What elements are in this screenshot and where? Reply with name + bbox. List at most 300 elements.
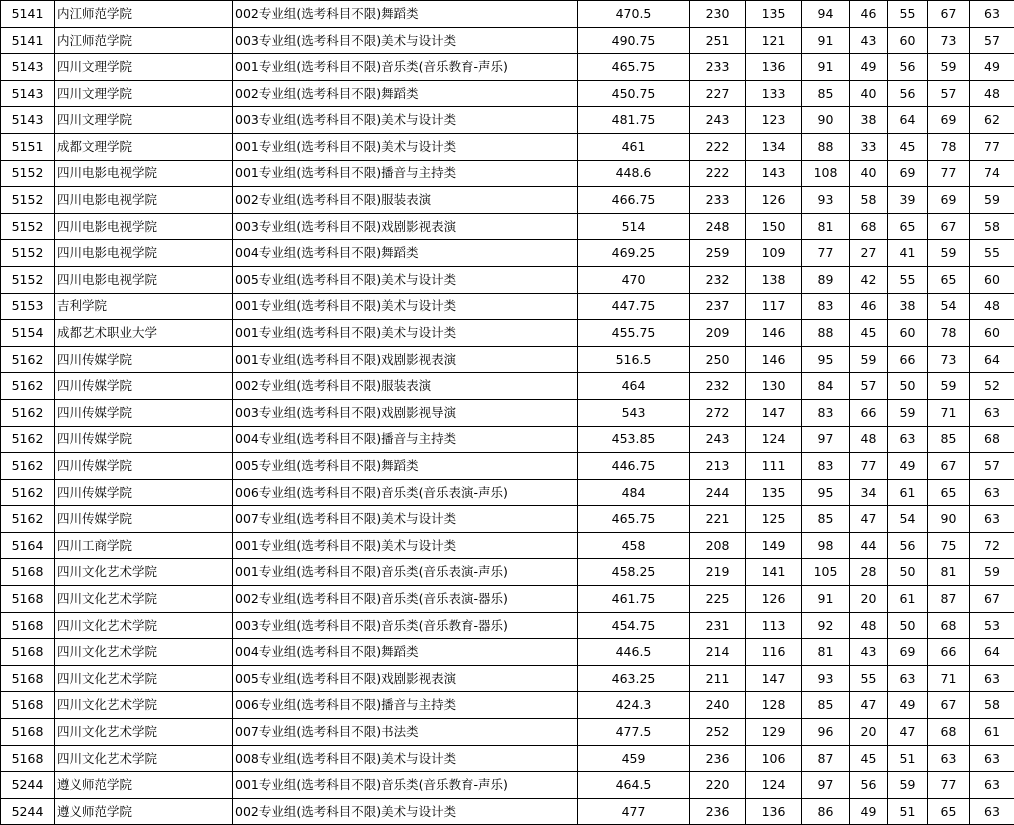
cell-value-4: 48	[850, 612, 888, 639]
cell-institution-name: 四川电影电视学院	[55, 266, 233, 293]
cell-institution-name: 四川文理学院	[55, 80, 233, 107]
cell-total-score: 447.75	[578, 293, 690, 320]
cell-total-score: 465.75	[578, 506, 690, 533]
cell-value-3: 89	[802, 266, 850, 293]
cell-value-3: 88	[802, 133, 850, 160]
cell-value-3: 81	[802, 639, 850, 666]
cell-value-5: 47	[888, 719, 928, 746]
cell-major-group: 002专业组(选考科目不限)舞蹈类	[233, 1, 578, 28]
cell-institution-name: 四川传媒学院	[55, 399, 233, 426]
cell-value-3: 91	[802, 586, 850, 613]
cell-value-4: 49	[850, 54, 888, 81]
cell-value-6: 67	[928, 1, 970, 28]
cell-institution-name: 四川电影电视学院	[55, 187, 233, 214]
cell-institution-name: 四川传媒学院	[55, 506, 233, 533]
cell-institution-code: 5153	[1, 293, 55, 320]
cell-value-6: 65	[928, 479, 970, 506]
cell-value-4: 58	[850, 187, 888, 214]
cell-value-4: 38	[850, 107, 888, 134]
cell-value-7: 72	[970, 532, 1014, 559]
cell-value-5: 59	[888, 772, 928, 799]
cell-value-4: 45	[850, 745, 888, 772]
table-row	[1, 798, 1014, 825]
cell-institution-name: 四川文化艺术学院	[55, 692, 233, 719]
cell-total-score: 453.85	[578, 426, 690, 453]
cell-major-group: 001专业组(选考科目不限)音乐类(音乐教育-声乐)	[233, 772, 578, 799]
cell-value-2: 111	[746, 453, 802, 480]
cell-value-1: 222	[690, 160, 746, 187]
cell-institution-code: 5168	[1, 586, 55, 613]
cell-value-7: 58	[970, 692, 1014, 719]
cell-value-6: 63	[928, 745, 970, 772]
cell-institution-code: 5152	[1, 240, 55, 267]
cell-total-score: 424.3	[578, 692, 690, 719]
table-row	[1, 54, 1014, 81]
cell-major-group: 003专业组(选考科目不限)美术与设计类	[233, 107, 578, 134]
cell-value-2: 143	[746, 160, 802, 187]
cell-institution-code: 5162	[1, 346, 55, 373]
cell-total-score: 481.75	[578, 107, 690, 134]
cell-value-2: 135	[746, 479, 802, 506]
cell-value-1: 213	[690, 453, 746, 480]
cell-institution-code: 5154	[1, 320, 55, 347]
table-row	[1, 240, 1014, 267]
cell-total-score: 470.5	[578, 1, 690, 28]
cell-value-3: 97	[802, 772, 850, 799]
cell-value-7: 64	[970, 346, 1014, 373]
cell-major-group: 004专业组(选考科目不限)播音与主持类	[233, 426, 578, 453]
cell-value-7: 59	[970, 187, 1014, 214]
table-row	[1, 559, 1014, 586]
cell-value-4: 34	[850, 479, 888, 506]
cell-value-1: 236	[690, 798, 746, 825]
cell-major-group: 004专业组(选考科目不限)舞蹈类	[233, 240, 578, 267]
cell-major-group: 002专业组(选考科目不限)美术与设计类	[233, 798, 578, 825]
cell-value-2: 121	[746, 27, 802, 54]
cell-value-5: 51	[888, 798, 928, 825]
cell-institution-code: 5168	[1, 665, 55, 692]
cell-value-5: 55	[888, 1, 928, 28]
cell-value-7: 57	[970, 453, 1014, 480]
cell-value-1: 243	[690, 107, 746, 134]
cell-value-1: 221	[690, 506, 746, 533]
table-row	[1, 506, 1014, 533]
cell-value-4: 43	[850, 27, 888, 54]
cell-value-2: 126	[746, 586, 802, 613]
cell-total-score: 470	[578, 266, 690, 293]
cell-value-7: 62	[970, 107, 1014, 134]
cell-value-6: 65	[928, 266, 970, 293]
cell-value-2: 124	[746, 426, 802, 453]
cell-value-1: 237	[690, 293, 746, 320]
cell-value-5: 61	[888, 586, 928, 613]
cell-value-1: 219	[690, 559, 746, 586]
cell-value-7: 55	[970, 240, 1014, 267]
cell-value-4: 27	[850, 240, 888, 267]
cell-value-7: 63	[970, 399, 1014, 426]
cell-total-score: 448.6	[578, 160, 690, 187]
cell-institution-name: 四川工商学院	[55, 532, 233, 559]
cell-value-7: 67	[970, 586, 1014, 613]
cell-institution-code: 5152	[1, 266, 55, 293]
cell-value-5: 63	[888, 665, 928, 692]
cell-value-7: 64	[970, 639, 1014, 666]
cell-value-5: 63	[888, 426, 928, 453]
cell-value-3: 94	[802, 1, 850, 28]
cell-total-score: 461.75	[578, 586, 690, 613]
cell-value-6: 87	[928, 586, 970, 613]
table-row	[1, 399, 1014, 426]
cell-value-1: 233	[690, 187, 746, 214]
cell-value-7: 48	[970, 80, 1014, 107]
cell-institution-name: 四川电影电视学院	[55, 213, 233, 240]
table-row	[1, 107, 1014, 134]
cell-value-6: 54	[928, 293, 970, 320]
cell-value-7: 58	[970, 213, 1014, 240]
cell-institution-name: 四川电影电视学院	[55, 240, 233, 267]
cell-value-2: 124	[746, 772, 802, 799]
cell-value-6: 69	[928, 187, 970, 214]
cell-value-6: 90	[928, 506, 970, 533]
cell-value-4: 59	[850, 346, 888, 373]
cell-value-6: 57	[928, 80, 970, 107]
cell-value-6: 67	[928, 213, 970, 240]
cell-value-1: 232	[690, 266, 746, 293]
cell-value-1: 227	[690, 80, 746, 107]
cell-value-3: 83	[802, 453, 850, 480]
table-row	[1, 160, 1014, 187]
cell-institution-name: 内江师范学院	[55, 27, 233, 54]
cell-value-7: 68	[970, 426, 1014, 453]
cell-major-group: 005专业组(选考科目不限)戏剧影视表演	[233, 665, 578, 692]
cell-value-6: 71	[928, 399, 970, 426]
cell-total-score: 455.75	[578, 320, 690, 347]
cell-institution-name: 成都文理学院	[55, 133, 233, 160]
cell-value-4: 45	[850, 320, 888, 347]
cell-value-3: 85	[802, 506, 850, 533]
cell-major-group: 003专业组(选考科目不限)戏剧影视导演	[233, 399, 578, 426]
cell-major-group: 007专业组(选考科目不限)美术与设计类	[233, 506, 578, 533]
table-row	[1, 586, 1014, 613]
cell-institution-code: 5152	[1, 187, 55, 214]
cell-value-1: 232	[690, 373, 746, 400]
cell-value-7: 74	[970, 160, 1014, 187]
cell-value-1: 233	[690, 54, 746, 81]
cell-major-group: 006专业组(选考科目不限)播音与主持类	[233, 692, 578, 719]
cell-value-4: 42	[850, 266, 888, 293]
cell-value-3: 93	[802, 187, 850, 214]
cell-value-7: 60	[970, 320, 1014, 347]
cell-value-5: 38	[888, 293, 928, 320]
cell-value-2: 109	[746, 240, 802, 267]
table-row	[1, 745, 1014, 772]
cell-value-4: 68	[850, 213, 888, 240]
cell-institution-name: 四川传媒学院	[55, 373, 233, 400]
cell-value-2: 133	[746, 80, 802, 107]
cell-value-6: 85	[928, 426, 970, 453]
cell-value-6: 75	[928, 532, 970, 559]
cell-major-group: 004专业组(选考科目不限)舞蹈类	[233, 639, 578, 666]
table-row	[1, 772, 1014, 799]
cell-institution-code: 5162	[1, 453, 55, 480]
cell-value-5: 64	[888, 107, 928, 134]
cell-major-group: 005专业组(选考科目不限)美术与设计类	[233, 266, 578, 293]
cell-value-1: 248	[690, 213, 746, 240]
cell-value-2: 125	[746, 506, 802, 533]
cell-value-2: 141	[746, 559, 802, 586]
cell-value-2: 134	[746, 133, 802, 160]
cell-institution-code: 5162	[1, 479, 55, 506]
cell-value-3: 105	[802, 559, 850, 586]
cell-value-5: 66	[888, 346, 928, 373]
cell-institution-name: 四川文理学院	[55, 54, 233, 81]
cell-total-score: 450.75	[578, 80, 690, 107]
cell-value-3: 85	[802, 692, 850, 719]
cell-institution-name: 四川文化艺术学院	[55, 665, 233, 692]
cell-value-4: 28	[850, 559, 888, 586]
cell-value-2: 150	[746, 213, 802, 240]
cell-value-5: 65	[888, 213, 928, 240]
table-row	[1, 1, 1014, 28]
cell-value-3: 95	[802, 479, 850, 506]
cell-value-7: 77	[970, 133, 1014, 160]
table-row	[1, 293, 1014, 320]
cell-value-6: 66	[928, 639, 970, 666]
cell-value-7: 63	[970, 665, 1014, 692]
cell-value-5: 50	[888, 559, 928, 586]
cell-value-4: 55	[850, 665, 888, 692]
cell-value-6: 73	[928, 27, 970, 54]
cell-value-5: 49	[888, 453, 928, 480]
cell-value-4: 77	[850, 453, 888, 480]
cell-value-5: 60	[888, 27, 928, 54]
cell-institution-name: 四川文理学院	[55, 107, 233, 134]
cell-value-2: 147	[746, 399, 802, 426]
table-row	[1, 346, 1014, 373]
cell-major-group: 003专业组(选考科目不限)戏剧影视表演	[233, 213, 578, 240]
cell-total-score: 446.5	[578, 639, 690, 666]
cell-institution-name: 内江师范学院	[55, 1, 233, 28]
cell-institution-code: 5168	[1, 559, 55, 586]
cell-major-group: 002专业组(选考科目不限)舞蹈类	[233, 80, 578, 107]
table-row	[1, 133, 1014, 160]
cell-value-4: 49	[850, 798, 888, 825]
cell-value-4: 46	[850, 1, 888, 28]
cell-value-4: 33	[850, 133, 888, 160]
cell-value-6: 59	[928, 54, 970, 81]
cell-institution-name: 吉利学院	[55, 293, 233, 320]
cell-value-1: 214	[690, 639, 746, 666]
cell-value-1: 211	[690, 665, 746, 692]
cell-value-7: 48	[970, 293, 1014, 320]
cell-value-5: 59	[888, 399, 928, 426]
cell-value-5: 69	[888, 639, 928, 666]
cell-major-group: 002专业组(选考科目不限)音乐类(音乐表演-器乐)	[233, 586, 578, 613]
cell-value-6: 71	[928, 665, 970, 692]
cell-value-7: 63	[970, 479, 1014, 506]
cell-major-group: 002专业组(选考科目不限)服装表演	[233, 373, 578, 400]
cell-value-1: 250	[690, 346, 746, 373]
table-row	[1, 692, 1014, 719]
cell-total-score: 516.5	[578, 346, 690, 373]
cell-value-3: 92	[802, 612, 850, 639]
cell-institution-code: 5244	[1, 798, 55, 825]
cell-institution-code: 5168	[1, 639, 55, 666]
cell-value-3: 81	[802, 213, 850, 240]
cell-value-7: 63	[970, 506, 1014, 533]
cell-major-group: 001专业组(选考科目不限)美术与设计类	[233, 532, 578, 559]
cell-value-3: 95	[802, 346, 850, 373]
table-body	[1, 1, 1014, 825]
cell-institution-name: 四川文化艺术学院	[55, 612, 233, 639]
cell-value-5: 56	[888, 532, 928, 559]
cell-total-score: 458.25	[578, 559, 690, 586]
table-row	[1, 213, 1014, 240]
cell-total-score: 465.75	[578, 54, 690, 81]
cell-value-7: 60	[970, 266, 1014, 293]
cell-value-4: 56	[850, 772, 888, 799]
cell-value-7: 63	[970, 772, 1014, 799]
cell-value-3: 96	[802, 719, 850, 746]
cell-total-score: 469.25	[578, 240, 690, 267]
cell-value-3: 91	[802, 27, 850, 54]
cell-value-3: 88	[802, 320, 850, 347]
table-row	[1, 426, 1014, 453]
cell-major-group: 007专业组(选考科目不限)书法类	[233, 719, 578, 746]
cell-value-5: 50	[888, 373, 928, 400]
cell-value-1: 244	[690, 479, 746, 506]
cell-value-1: 220	[690, 772, 746, 799]
cell-value-7: 63	[970, 745, 1014, 772]
cell-institution-name: 成都艺术职业大学	[55, 320, 233, 347]
cell-value-3: 83	[802, 399, 850, 426]
cell-institution-code: 5162	[1, 373, 55, 400]
cell-institution-code: 5141	[1, 1, 55, 28]
cell-value-6: 67	[928, 692, 970, 719]
cell-value-2: 130	[746, 373, 802, 400]
cell-value-3: 98	[802, 532, 850, 559]
table-row	[1, 27, 1014, 54]
cell-value-2: 135	[746, 1, 802, 28]
cell-value-1: 252	[690, 719, 746, 746]
cell-value-2: 147	[746, 665, 802, 692]
table-row	[1, 479, 1014, 506]
cell-value-3: 93	[802, 665, 850, 692]
cell-major-group: 008专业组(选考科目不限)美术与设计类	[233, 745, 578, 772]
cell-institution-code: 5143	[1, 107, 55, 134]
cell-institution-name: 遵义师范学院	[55, 798, 233, 825]
cell-value-3: 77	[802, 240, 850, 267]
cell-value-6: 78	[928, 133, 970, 160]
cell-value-5: 56	[888, 54, 928, 81]
cell-institution-code: 5143	[1, 54, 55, 81]
table-row	[1, 266, 1014, 293]
cell-value-1: 222	[690, 133, 746, 160]
cell-value-7: 52	[970, 373, 1014, 400]
cell-value-4: 20	[850, 719, 888, 746]
cell-total-score: 446.75	[578, 453, 690, 480]
table-row	[1, 453, 1014, 480]
cell-value-2: 116	[746, 639, 802, 666]
cell-major-group: 005专业组(选考科目不限)舞蹈类	[233, 453, 578, 480]
cell-total-score: 463.25	[578, 665, 690, 692]
cell-value-3: 90	[802, 107, 850, 134]
cell-value-1: 259	[690, 240, 746, 267]
cell-value-4: 46	[850, 293, 888, 320]
cell-value-5: 50	[888, 612, 928, 639]
cell-value-6: 73	[928, 346, 970, 373]
cell-value-2: 129	[746, 719, 802, 746]
table-row	[1, 373, 1014, 400]
cell-value-4: 40	[850, 160, 888, 187]
table-row	[1, 612, 1014, 639]
cell-institution-code: 5162	[1, 399, 55, 426]
cell-value-4: 43	[850, 639, 888, 666]
cell-value-7: 63	[970, 798, 1014, 825]
cell-value-2: 146	[746, 346, 802, 373]
cell-institution-name: 四川文化艺术学院	[55, 719, 233, 746]
cell-major-group: 002专业组(选考科目不限)服装表演	[233, 187, 578, 214]
table-row	[1, 639, 1014, 666]
cell-institution-code: 5162	[1, 426, 55, 453]
cell-value-2: 123	[746, 107, 802, 134]
cell-major-group: 001专业组(选考科目不限)音乐类(音乐教育-声乐)	[233, 54, 578, 81]
cell-total-score: 490.75	[578, 27, 690, 54]
cell-institution-code: 5152	[1, 213, 55, 240]
cell-institution-name: 四川电影电视学院	[55, 160, 233, 187]
cell-institution-code: 5164	[1, 532, 55, 559]
cell-value-5: 49	[888, 692, 928, 719]
cell-institution-name: 四川传媒学院	[55, 426, 233, 453]
cell-total-score: 484	[578, 479, 690, 506]
cell-value-4: 47	[850, 506, 888, 533]
table-row	[1, 719, 1014, 746]
cell-value-4: 40	[850, 80, 888, 107]
cell-value-3: 87	[802, 745, 850, 772]
cell-value-3: 108	[802, 160, 850, 187]
cell-value-5: 54	[888, 506, 928, 533]
cell-value-6: 81	[928, 559, 970, 586]
cell-total-score: 458	[578, 532, 690, 559]
cell-value-5: 61	[888, 479, 928, 506]
cell-value-7: 49	[970, 54, 1014, 81]
cell-total-score: 514	[578, 213, 690, 240]
cell-major-group: 001专业组(选考科目不限)播音与主持类	[233, 160, 578, 187]
cell-value-4: 47	[850, 692, 888, 719]
cell-total-score: 543	[578, 399, 690, 426]
cell-value-2: 138	[746, 266, 802, 293]
cell-value-2: 146	[746, 320, 802, 347]
cell-value-1: 209	[690, 320, 746, 347]
cell-value-7: 59	[970, 559, 1014, 586]
cell-major-group: 001专业组(选考科目不限)美术与设计类	[233, 320, 578, 347]
cell-institution-name: 四川传媒学院	[55, 453, 233, 480]
cell-value-6: 65	[928, 798, 970, 825]
cell-major-group: 001专业组(选考科目不限)美术与设计类	[233, 293, 578, 320]
cell-value-1: 251	[690, 27, 746, 54]
cell-value-3: 86	[802, 798, 850, 825]
cell-institution-name: 四川文化艺术学院	[55, 745, 233, 772]
cell-value-6: 77	[928, 160, 970, 187]
cell-total-score: 459	[578, 745, 690, 772]
cell-total-score: 464.5	[578, 772, 690, 799]
cell-value-6: 78	[928, 320, 970, 347]
cell-institution-code: 5168	[1, 692, 55, 719]
cell-value-6: 59	[928, 373, 970, 400]
table-row	[1, 665, 1014, 692]
cell-value-2: 128	[746, 692, 802, 719]
cell-value-5: 45	[888, 133, 928, 160]
